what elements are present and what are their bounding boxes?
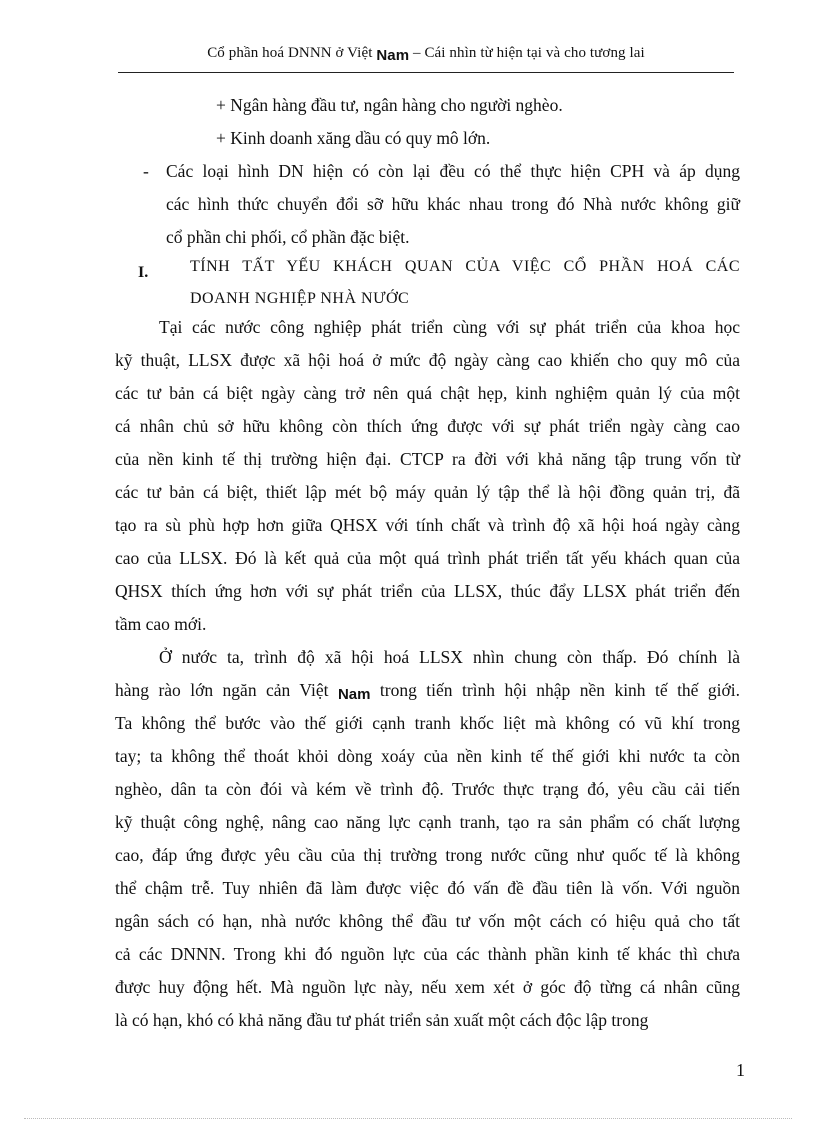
section-heading-line-2: DOANH NGHIỆP NHÀ NƯỚC (190, 290, 410, 307)
paragraph1-line: các tư bản cá biệt ngày càng trở nên quá chật hẹp, kinh nghiệm quản lý của một (115, 383, 740, 403)
paragraph2-line: cao, đáp ứng được yêu cầu của thị trường trong nước cũng như quốc tế là không (115, 845, 740, 865)
paragraph2-line: thể chậm trễ. Tuy nhiên đã làm được việc đó vấn đề đầu tiên là vốn. Với nguồn (115, 878, 740, 898)
bullet-dash-line-3: cổ phần chi phối, cổ phần đặc biệt. (166, 227, 410, 247)
header-title-part2: – Cái nhìn từ hiện tại và cho tương lai (409, 45, 645, 61)
paragraph2-line2-part1: hàng rào lớn ngăn cản Việt (115, 680, 338, 700)
paragraph2-line: được huy động hết. Mà nguồn lực này, nếu xem xét ở góc độ từng cá nhân cũng (115, 977, 740, 997)
paragraph2-line: Ở nước ta, trình độ xã hội hoá LLSX nhìn chung còn thấp. Đó chính là (159, 647, 740, 667)
bullet-dash-line-1: Các loại hình DN hiện có còn lại đều có thể thực hiện CPH và áp dụng (166, 161, 740, 181)
paragraph2-line: tay; ta không thể thoát khỏi dòng xoáy của nền kinh tế thế giới khi nước ta còn (115, 746, 740, 766)
page-bottom-rule (24, 1118, 792, 1119)
bullet-plus-1: + Ngân hàng đầu tư, ngân hàng cho người nghèo. (216, 95, 563, 115)
paragraph2-line-with-nam (115, 679, 740, 703)
paragraph1-line: kỹ thuật, LLSX được xã hội hoá ở mức độ ngày càng cao khiến cho quy mô của (115, 350, 740, 370)
paragraph2-line: ngân sách có hạn, nhà nước không thể đầu tư vốn một cách có hiệu quả cho tất (115, 911, 740, 931)
paragraph2-line2-part2: trong tiến trình hội nhập nền kinh tế thế giới. (370, 680, 740, 700)
bullet-dash-line-2: các hình thức chuyển đổi sỡ hữu khác nhau trong đó Nhà nước không giữ (166, 194, 740, 214)
header-title-nam: Nam (376, 47, 410, 64)
paragraph1-line: tầm cao mới. (115, 614, 207, 634)
paragraph1-line: cá nhân chủ sở hữu không còn thích ứng được với sự phát triển ngày càng cao (115, 416, 740, 436)
header-title-part1: Cổ phần hoá DNNN ở Việt (207, 45, 377, 61)
bullet-plus-2: + Kinh doanh xăng dầu có quy mô lớn. (216, 128, 491, 148)
paragraph1-line: của nền kinh tế thị trường hiện đại. CTCP ra đời với khả năng tập trung vốn từ (115, 449, 740, 469)
page-number: 1 (736, 1060, 745, 1080)
paragraph2-line2-nam: Nam (337, 686, 371, 703)
paragraph2-line: nghèo, dân ta còn đói và kém về trình độ. Trước thực trạng đó, yêu cầu cải tiến (115, 779, 740, 799)
paragraph2-line: cả các DNNN. Trong khi đó nguồn lực của các thành phần kinh tế khác thì chưa (115, 944, 740, 964)
section-number: I. (138, 264, 149, 281)
header-rule (118, 72, 734, 73)
paragraph1-line: QHSX thích ứng hơn với sự phát triển của LLSX, thúc đẩy LLSX phát triển đến (115, 581, 740, 601)
paragraph1-line: cao của LLSX. Đó là kết quả của một quá trình phát triển tất yếu khách quan của (115, 548, 740, 568)
paragraph2-line: Ta không thể bước vào thế giới cạnh tranh khốc liệt mà không có vũ khí trong (115, 713, 740, 733)
paragraph1-line: các tư bản cá biệt, thiết lập mét bộ máy quản lý tập thể là hội đồng quản trị, đã (115, 482, 740, 502)
paragraph1-line: tạo ra sù phù hợp hơn giữa QHSX với tính chất và trình độ xã hội hoá ngày càng (115, 515, 740, 535)
paragraph2-line: là có hạn, khó có khả năng đầu tư phát triển sản xuất một cách độc lập trong (115, 1010, 649, 1030)
section-heading-line-1: TÍNH TẤT YẾU KHÁCH QUAN CỦA VIỆC CỔ PHẦN HOÁ CÁC (190, 258, 740, 275)
paragraph1-line: Tại các nước công nghiệp phát triển cùng với sự phát triển của khoa học (159, 317, 740, 337)
bullet-dash-mark: - (143, 161, 149, 181)
running-header (118, 44, 734, 62)
paragraph2-line: kỹ thuật công nghệ, nâng cao năng lực cạnh tranh, tạo ra sản phẩm có chất lượng (115, 812, 740, 832)
